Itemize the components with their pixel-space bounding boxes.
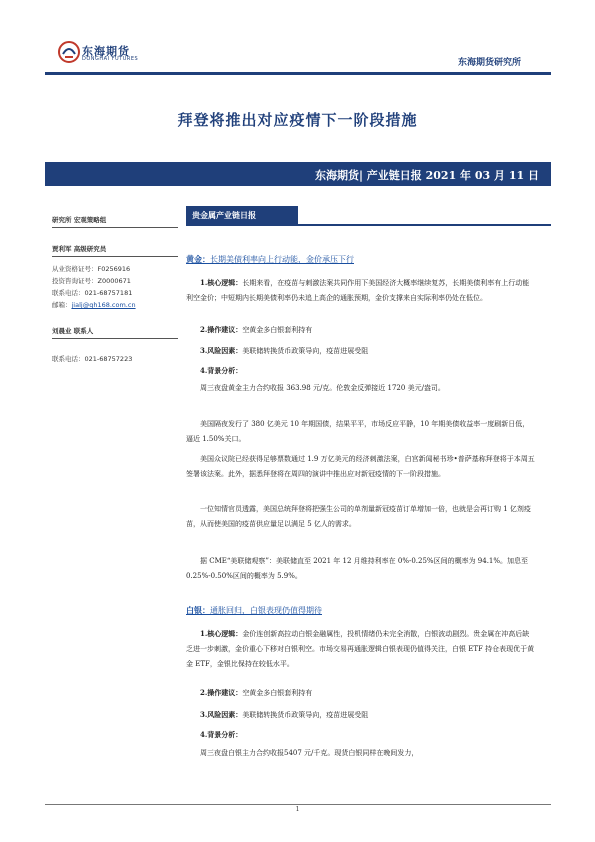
gold-advice [200,325,312,335]
silver-heading-prefix: 白银： [186,606,210,615]
header-divider [45,72,551,75]
silver-bg-label: 4.背景分析： [200,730,243,739]
sidebar-contact: 刘晨业 联系人 [52,327,94,335]
sidebar-qual-no: 从业资格证号：F0256916 [52,265,131,273]
gold-heading [186,254,354,265]
gold-logic [186,275,536,306]
silver-logic [186,626,536,672]
report-title: 拜登将推出对应疫情下一阶段措施 [177,111,418,129]
gold-para-4: 一位知情官员透露，美国总统拜登将把强生公司的单剂量新冠疫苗订单增加一倍，也就是会再订购 1 亿剂疫苗，从而使美国的疫苗供应量足以满足 5 亿人的需求。 [186,505,531,528]
sidebar-dept: 研究所 宏观策略组 [52,216,107,224]
sidebar-divider [52,227,178,228]
section-tag: 贵金属产业链日报 [186,206,298,224]
silver-risk-label: 3.风险因素： [200,710,243,719]
gold-risk-text: 美联储转换货币政策导向，疫苗进展受阻 [242,347,369,355]
gold-bg [200,366,242,376]
gold-para-2: 美国隔夜发行了 380 亿美元 10 年期国债，结果平平，市场反应平静，10 年期美债收益率一度刷新日低，逼近 1.50%关口。 [186,420,530,443]
silver-logic-label: 1.核心逻辑： [200,629,243,638]
sidebar-divider [52,256,178,257]
report-banner [45,162,551,186]
sidebar-email-label: 邮箱： [52,301,72,309]
silver-risk-text: 美联储转换货币政策导向，疫苗进展受阻 [242,711,369,719]
gold-logic-label: 1.核心逻辑： [200,278,243,287]
gold-heading-prefix: 黄金： [186,255,210,264]
silver-risk [200,710,368,720]
silver-para-1: 周三夜盘白银主力合约收报5407 元/千克。现货白银同样在晚间发力， [200,749,419,757]
silver-heading-text: 通胀回归，白银表现仍值得期待 [210,606,322,615]
silver-advice-text: 空黄金多白银套利持有 [242,689,313,697]
silver-bg [200,730,242,740]
gold-para-5: 据 CME“美联储观察”：美联储直至 2021 年 12 月维持利率在 0%-0.25%区间的概率为 94.1%。加息至 0.25%-0.50%区间的概率为 5.9%。 [186,557,529,580]
gold-risk-label: 3.风险因素： [200,346,243,355]
sidebar-analyst: 贾利军 高级研究员 [52,245,107,253]
sidebar-divider [52,338,178,339]
sidebar-phone-2: 联系电话：021-68757223 [52,355,133,363]
silver-logic-text: 金价连创新高拉动白银金融属性，投机情绪仍未完全消散，白银波动剧烈。贵金属在冲高后缺乏进一步刺激，金价重心下移对白银利空。市场交易再通胀逻辑白银表现仍值得关注，白银 ETF 持仓表现优于黄金 ETF，金银比保持在较低水平。 [186,630,535,668]
gold-bg-label: 4.背景分析： [200,366,243,375]
gold-advice-label: 2.操作建议： [200,325,243,334]
sidebar-consult-no: 投资咨询证号：Z0000671 [52,277,131,285]
header-org-name: 东海期货研究所 [457,58,521,68]
gold-para-1: 周三夜盘黄金主力合约收报 363.98 元/克。伦敦金反弹接近 1720 美元/盎司。 [200,384,445,392]
logo-text-cn: 东海期货 [82,45,130,58]
gold-risk [200,346,368,356]
silver-heading [186,605,322,616]
sidebar-phone: 联系电话：021-68757181 [52,289,133,297]
gold-para-3: 美国众议院已经获得足够票数通过 1.9 万亿美元的经济刺激法案，白宫新闻秘书珍•普萨基称拜登将于本周五签署该法案。此外，据悉拜登将在周四的演讲中推出应对新冠疫情的下一阶段措施。 [186,455,535,478]
logo-text-en: DONGHAI FUTURES [82,56,139,62]
silver-advice-label: 2.操作建议： [200,688,243,697]
gold-logic-text: 长期来看，在疫苗与刺激法案共同作用下美国经济大概率继续复苏，长期美债利率有上行动能利空金价；中短期内长期美债利率仍未追上高企的通胀预期，金价支撑来自实际利率仍处在低位。 [186,279,530,302]
company-logo-icon [57,40,81,64]
gold-advice-text: 空黄金多白银套利持有 [242,326,313,334]
silver-advice [200,688,312,698]
footer-divider [45,804,551,805]
section-tag-divider [186,224,551,226]
sidebar-email-row [52,300,136,309]
banner-text: 东海期货| 产业链日报 2021 年 03 月 11 日 [314,169,539,182]
gold-heading-text: 长期美债利率向上行动能，金价承压下行 [210,255,354,264]
page-number: 1 [295,806,300,813]
sidebar-email-link[interactable]: jialj@qh168.com.cn [71,301,136,309]
